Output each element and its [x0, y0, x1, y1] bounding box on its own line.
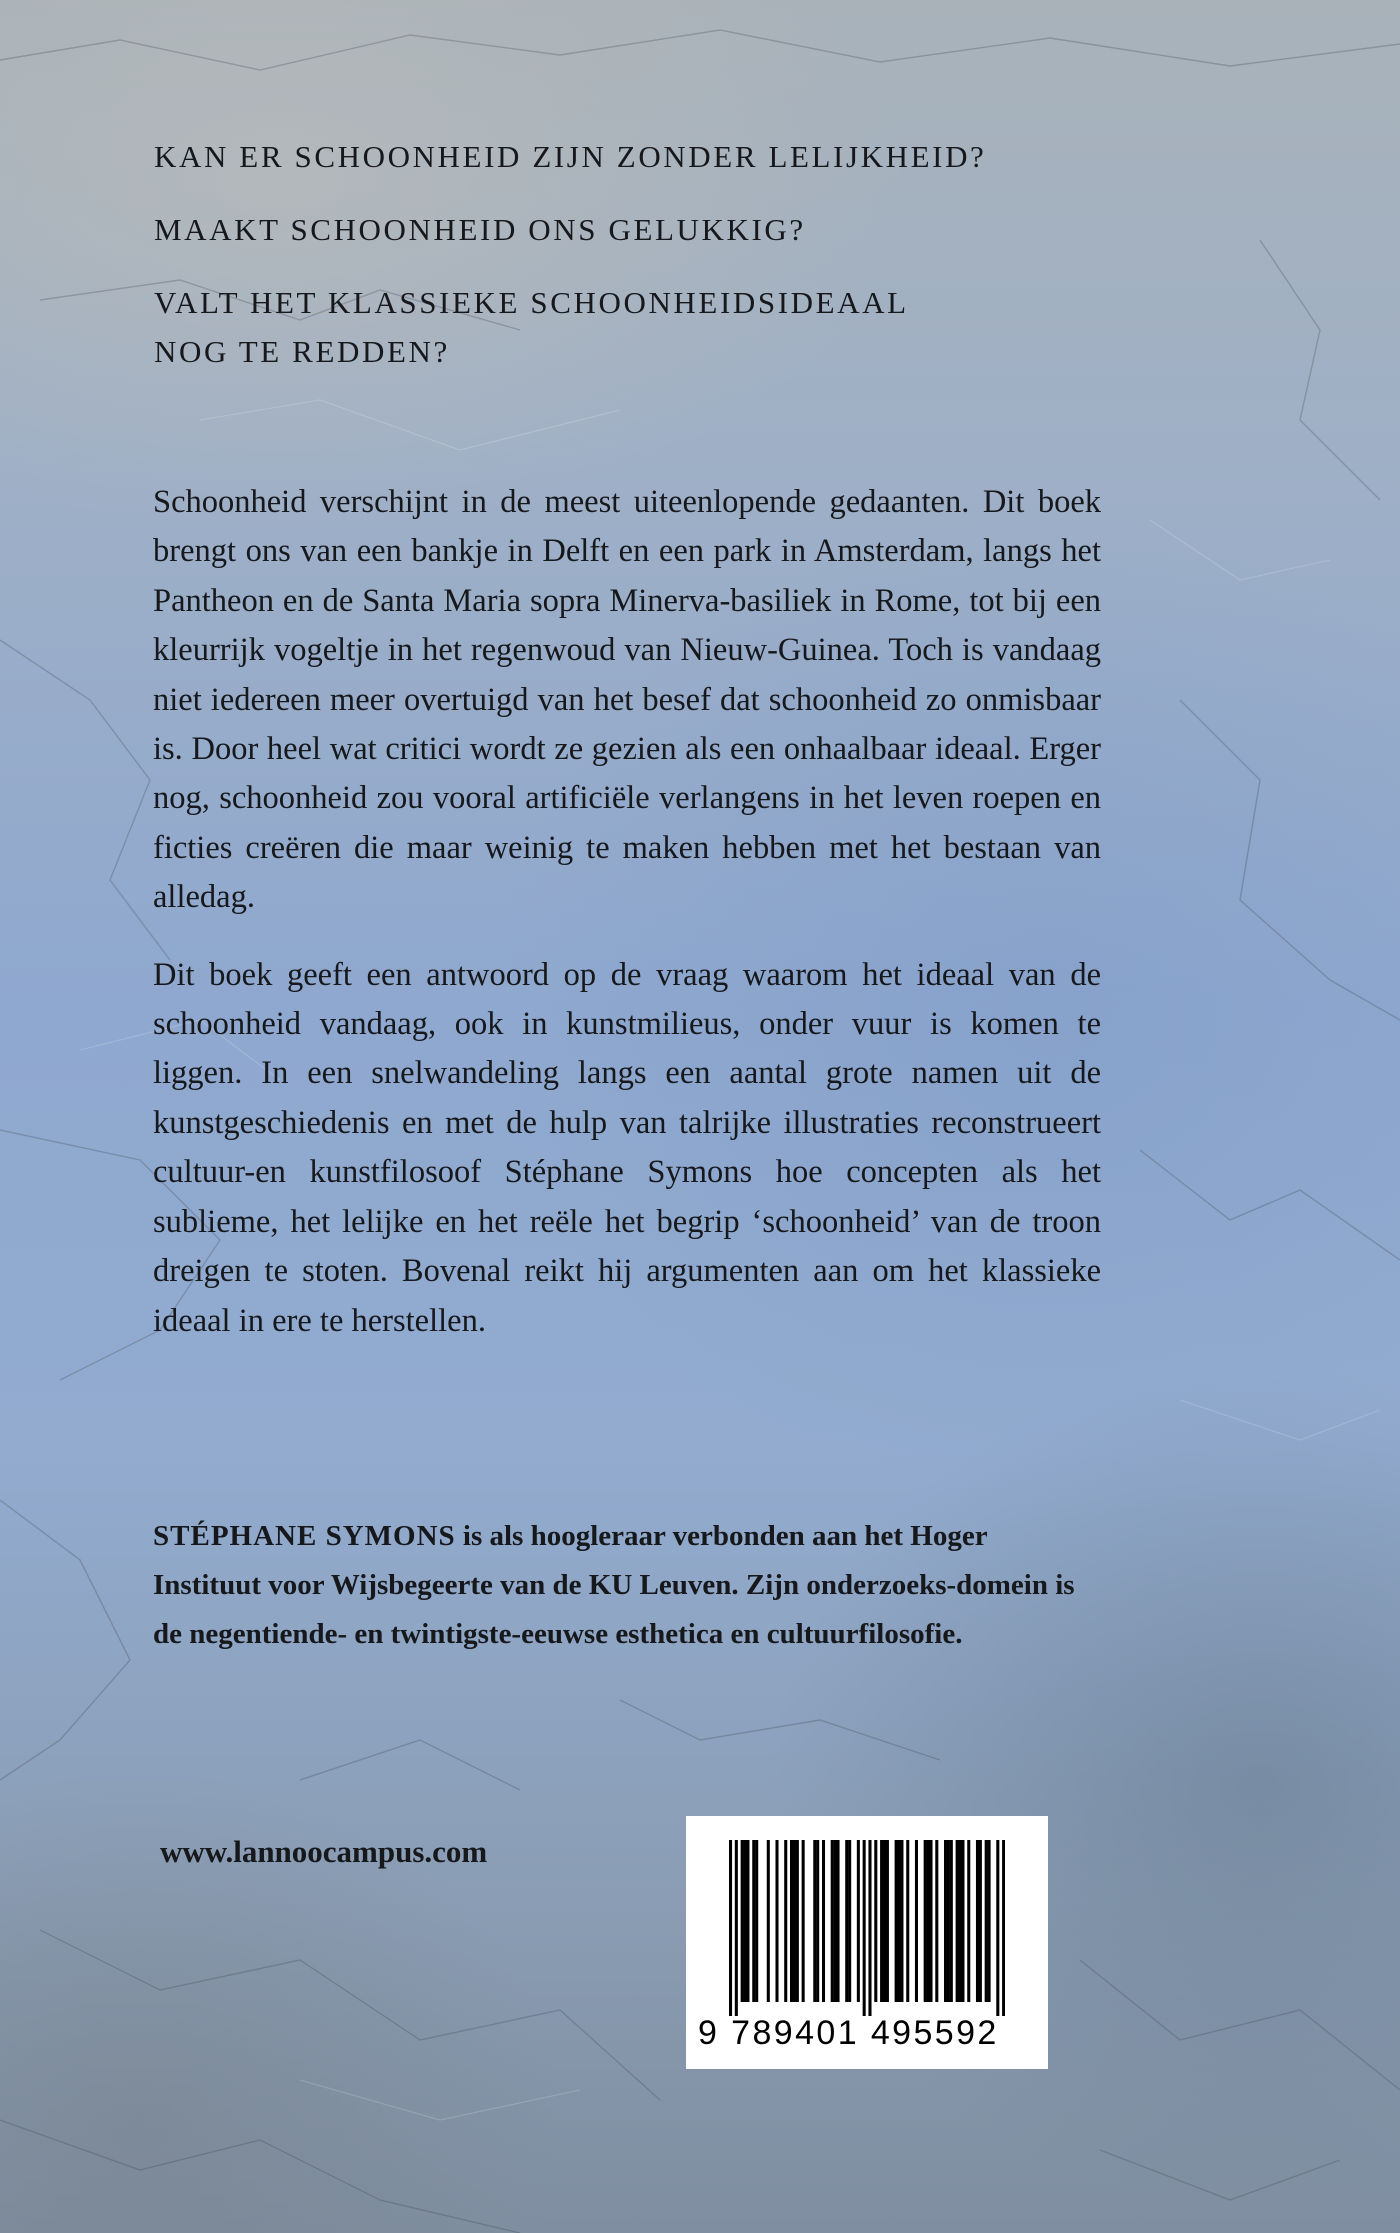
- barcode-bar: [883, 1840, 886, 2002]
- question-2: MAAKT SCHOONHEID ONS GELUKKIG?: [154, 212, 806, 247]
- barcode-bar: [822, 1840, 825, 2002]
- barcode-bar: [996, 1840, 999, 2016]
- barcode-bar: [906, 1840, 909, 2002]
- barcode-bar: [944, 1840, 947, 2002]
- barcode-bar: [956, 1840, 959, 2002]
- barcode-bar: [735, 1840, 738, 2016]
- barcode-bars: [729, 1840, 1005, 2016]
- barcode-bar: [874, 1840, 877, 2002]
- barcode-bar: [924, 1840, 927, 2002]
- barcode-bar: [741, 1840, 744, 2002]
- barcode-bar: [784, 1840, 787, 2002]
- question-3: VALT HET KLASSIEKE SCHOONHEIDSIDEAAL NOG TE REDDEN?: [154, 285, 908, 369]
- barcode-bar: [927, 1840, 930, 2002]
- barcode-bar: [802, 1840, 805, 2002]
- author-name: STÉPHANE SYMONS: [153, 1520, 456, 1552]
- barcode-bar: [767, 1840, 770, 2002]
- barcode-bar: [813, 1840, 816, 2002]
- barcode-bar: [816, 1840, 819, 2002]
- barcode-bar: [863, 1840, 866, 2016]
- barcode-bar: [880, 1840, 883, 2002]
- blurb-paragraph-1: Schoonheid verschijnt in de meest uiteenlopende gedaanten. Dit boek brengt ons van een bankje in Delft en een park in Amsterdam, langs het Pantheon en de Santa Maria sopra Minerva-basiliek in Rome, tot bij een kleurrijk vogeltje in het regenwoud van Nieuw-Guinea. Toch is vandaag niet iedereen meer overtuigd van het besef dat schoonheid zo onmisbaar is. Door heel wat critici wordt ze gezien als een onhaalbaar ideaal. Erger nog, schoonheid zou vooral artificiële verlangens in het leven roepen en ficties creëren die maar weinig te maken hebben met het bestaan van alledag.: [153, 484, 1101, 916]
- barcode-bar: [796, 1840, 799, 2002]
- barcode-bar: [868, 1840, 871, 2016]
- barcode-bar: [988, 1840, 991, 2002]
- barcode-bar: [752, 1840, 755, 2002]
- barcode-bar: [886, 1840, 889, 2002]
- barcode-bar: [793, 1840, 796, 2002]
- isbn-barcode: [686, 1816, 1048, 2069]
- barcode-bar: [961, 1840, 964, 2002]
- barcode-bar: [775, 1840, 778, 2002]
- barcode-bar: [947, 1840, 950, 2002]
- barcode-bar: [845, 1840, 848, 2002]
- barcode-bar: [834, 1840, 837, 2002]
- author-bio: [153, 1512, 1101, 1659]
- barcode-bar: [898, 1840, 901, 2002]
- barcode-bar: [976, 1840, 979, 2002]
- barcode-bar: [895, 1840, 898, 2002]
- barcode-bar: [848, 1840, 851, 2002]
- barcode-bar: [790, 1840, 793, 2002]
- barcode-bar: [979, 1840, 982, 2002]
- barcode-bar: [857, 1840, 860, 2002]
- barcode-bar: [935, 1840, 938, 2002]
- barcode-bar: [746, 1840, 749, 2002]
- author-bio-text: is als hoogleraar verbonden aan het Hoger Instituut voor Wijsbegeerte van de KU Leuven. Zijn onderzoeks-domein is de negentiende- en twintigste-eeuwse esthetica en cultuurfilosofie.: [153, 1520, 1075, 1650]
- barcode-bar: [1002, 1840, 1005, 2016]
- barcode-bar: [755, 1840, 758, 2002]
- barcode-bar: [729, 1840, 732, 2016]
- barcode-bar: [900, 1840, 903, 2002]
- question-1: KAN ER SCHOONHEID ZIJN ZONDER LELIJKHEID?: [154, 139, 987, 174]
- barcode-bar: [985, 1840, 988, 2002]
- barcode-bar: [744, 1840, 747, 2002]
- barcode-bar: [967, 1840, 970, 2002]
- barcode-bar: [831, 1840, 834, 2002]
- barcode-bar: [929, 1840, 932, 2002]
- barcode-bar: [915, 1840, 918, 2002]
- blurb-paragraph-2: Dit boek geeft een antwoord op de vraag waarom het ideaal van de schoonheid vandaag, ook in kunstmilieus, onder vuur is komen te liggen. In een snelwandeling langs een aantal grote namen uit de kunstgeschiedenis en met de hulp van talrijke illustraties reconstrueert cultuur-en kunstfilosoof Stéphane Symons hoe concepten als het sublieme, het lelijke en het reële het begrip ‘schoonheid’ van de troon dreigen te stoten. Bovenal reikt hij argumenten aan om het klassieke ideaal in ere te herstellen.: [153, 956, 1101, 1339]
- publisher-website: www.lannoocampus.com: [160, 1834, 488, 1869]
- questions-block: [154, 132, 1154, 400]
- barcode-bar: [959, 1840, 962, 2002]
- barcode-bar: [950, 1840, 953, 2002]
- isbn-number: 9 789401 495592: [698, 2014, 999, 2052]
- blurb: [153, 478, 1101, 1374]
- barcode-bar: [836, 1840, 839, 2002]
